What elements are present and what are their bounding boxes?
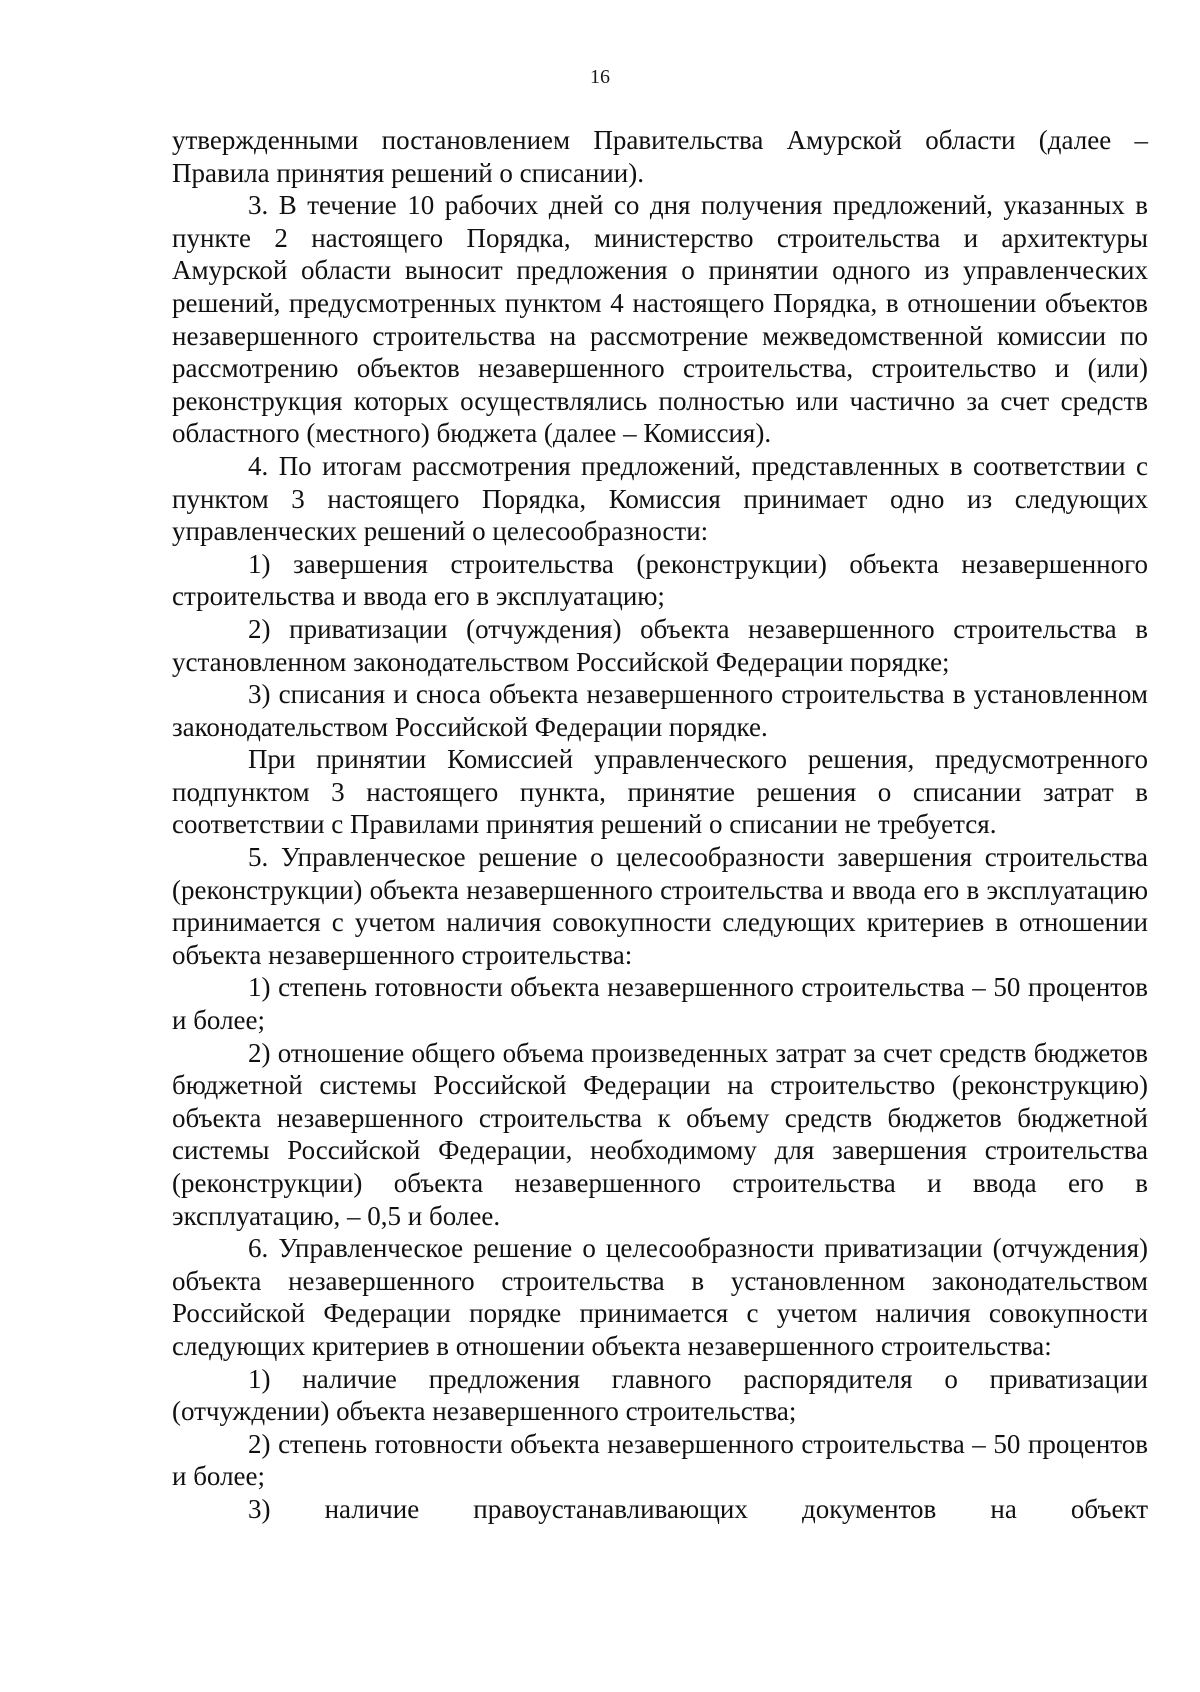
paragraph-item-4: 4. По итогам рассмотрения предложений, представленных в соответствии с пунктом 3 настоящего Порядка, Комиссия принимает одно из следующих управленческих решений о целесообразности: [172,450,1148,547]
paragraph-note: При принятии Комиссией управленческого решения, предусмотренного подпунктом 3 настоящего пункта, принятие решения о списании затрат в соответствии с Правилами принятия решений о списании не требуется. [172,744,1148,840]
subitem-4-3: 3) списания и сноса объекта незавершенного строительства в установленном законодательством Российской Федерации порядке. [172,679,1148,742]
paragraph-item-5: 5. Управленческое решение о целесообразности завершения строительства (реконструкции) объекта незавершенного строительства и ввода его в эксплуатацию принимается с учетом наличия совокупности следующих критериев в отношении объекта незавершенного строительства: [172,842,1148,970]
subitem-5-1: 1) степень готовности объекта незавершенного строительства – 50 процентов и более; [172,972,1148,1036]
subitem-6-2: 2) степень готовности объекта незавершенного строительства – 50 процентов и более; [172,1428,1148,1492]
paragraph-item-6: 6. Управленческое решение о целесообразности приватизации (отчуждения) объекта незавершенного строительства в установленном законодательством Российской Федерации порядке принимается с учетом наличия совокупности следующих критериев в отношении объекта незавершенного строительства: [172,1233,1148,1361]
subitem-6-3: 3) наличие правоустанавливающих документов на объект [248,1493,1148,1524]
document-body [172,124,1148,1526]
subitem-4-2: 2) приватизации (отчуждения) объекта незавершенного строительства в установленном законодательством Российской Федерации порядке; [172,613,1148,677]
paragraph-item-3: 3. В течение 10 рабочих дней со дня получения предложений, указанных в пункте 2 настоящего Порядка, министерство строительства и архитектуры Амурской области выносит предложения о принятии одного из управленческих решений, предусмотренных пунктом 4 настоящего Порядка, в отношении объектов незавершенного строительства на рассмотрение межведомственной комиссии по рассмотрению объектов незавершенного строительства, строительство и (или) реконструкция которых осуществлялись полностью или частично за счет средств областного (местного) бюджета (далее – Комиссия). [172,190,1148,449]
subitem-4-1: 1) завершения строительства (реконструкции) объекта незавершенного строительства и ввода его в эксплуатацию; [172,548,1148,612]
paragraph-continuation: утвержденными постановлением Правительства Амурской области (далее – Правила принятия решений о списании). [172,125,1148,188]
subitem-6-1: 1) наличие предложения главного распорядителя о приватизации (отчуждении) объекта незавершенного строительства; [172,1363,1148,1427]
page-number: 16 [590,66,610,88]
subitem-5-2: 2) отношение общего объема произведенных затрат за счет средств бюджетов бюджетной системы Российской Федерации на строительство (реконструкцию) объекта незавершенного строительства к объему средств бюджетов бюджетной системы Российской Федерации, необходимому для завершения строительства (реконструкции) объекта незавершенного строительства и ввода его в эксплуатацию, – 0,5 и более. [172,1037,1148,1231]
